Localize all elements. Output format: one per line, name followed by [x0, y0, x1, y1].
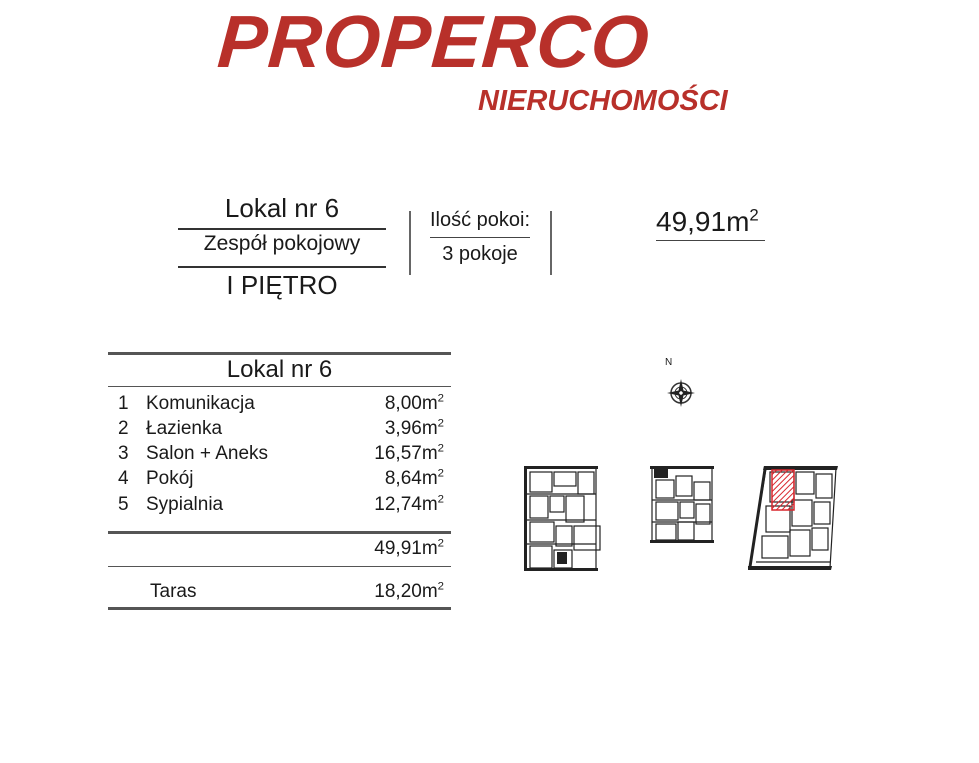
row-area-value: 8,64m	[384, 468, 438, 489]
compass-icon	[666, 377, 696, 407]
row-area	[374, 494, 444, 516]
row-area	[385, 393, 444, 415]
row-name: Pokój	[146, 468, 194, 489]
divider	[178, 228, 386, 230]
row-name: Komunikacja	[146, 393, 255, 414]
sum-area	[374, 538, 444, 560]
row-area-value: 8,00m	[384, 393, 438, 414]
row-area-sup: 2	[437, 442, 444, 455]
compass-north-label: N	[665, 357, 673, 368]
row-number: 4	[118, 468, 129, 489]
divider-vertical	[409, 211, 411, 275]
total-area-value: 49,91m	[656, 206, 750, 237]
row-area-sup: 2	[437, 493, 444, 506]
building-plan-west	[524, 466, 606, 574]
row-area-value: 16,57m	[374, 443, 438, 464]
unit-type: Zespół pokojowy	[203, 232, 361, 255]
terrace-area	[374, 581, 444, 603]
rooms-value: 3 pokoje	[442, 243, 518, 265]
divider-vertical	[550, 211, 552, 275]
sum-area-value: 49,91m	[374, 538, 438, 559]
building-plan-center	[650, 466, 714, 548]
total-area	[656, 206, 759, 238]
table-rule	[108, 531, 451, 534]
floor-label: I PIĘTRO	[226, 270, 338, 300]
row-number: 2	[118, 418, 129, 439]
row-area	[385, 418, 444, 440]
divider	[178, 266, 386, 268]
row-name: Sypialnia	[146, 494, 224, 515]
table-rule	[108, 566, 451, 567]
divider	[656, 240, 765, 241]
row-name: Łazienka	[146, 418, 223, 439]
table-title: Lokal nr 6	[226, 356, 333, 383]
table-rule	[108, 352, 451, 355]
rooms-label: Ilość pokoi:	[429, 209, 531, 231]
table-rule	[108, 386, 451, 387]
row-name: Salon + Aneks	[146, 443, 269, 464]
row-area-value: 12,74m	[374, 494, 438, 515]
unit-title: Lokal nr 6	[224, 193, 340, 223]
row-area-sup: 2	[437, 417, 444, 430]
row-number: 1	[118, 393, 129, 414]
row-area-sup: 2	[437, 392, 444, 405]
brand-logo: PROPERCO	[215, 0, 653, 83]
table-rule	[108, 607, 451, 610]
area-unit-superscript: 2	[749, 205, 759, 225]
highlighted-unit	[772, 470, 794, 510]
row-area	[374, 443, 444, 465]
brand-tagline: NIERUCHOMOŚCI	[478, 85, 728, 117]
divider	[430, 237, 530, 238]
row-number: 3	[118, 443, 129, 464]
row-number: 5	[118, 494, 129, 515]
building-plan-east	[748, 464, 840, 572]
row-area	[385, 468, 444, 490]
row-area-sup: 2	[437, 467, 444, 480]
row-area-value: 3,96m	[384, 418, 438, 439]
terrace-label: Taras	[150, 581, 197, 602]
terrace-area-sup: 2	[437, 580, 444, 593]
terrace-area-value: 18,20m	[374, 581, 438, 602]
sum-area-sup: 2	[437, 537, 444, 550]
